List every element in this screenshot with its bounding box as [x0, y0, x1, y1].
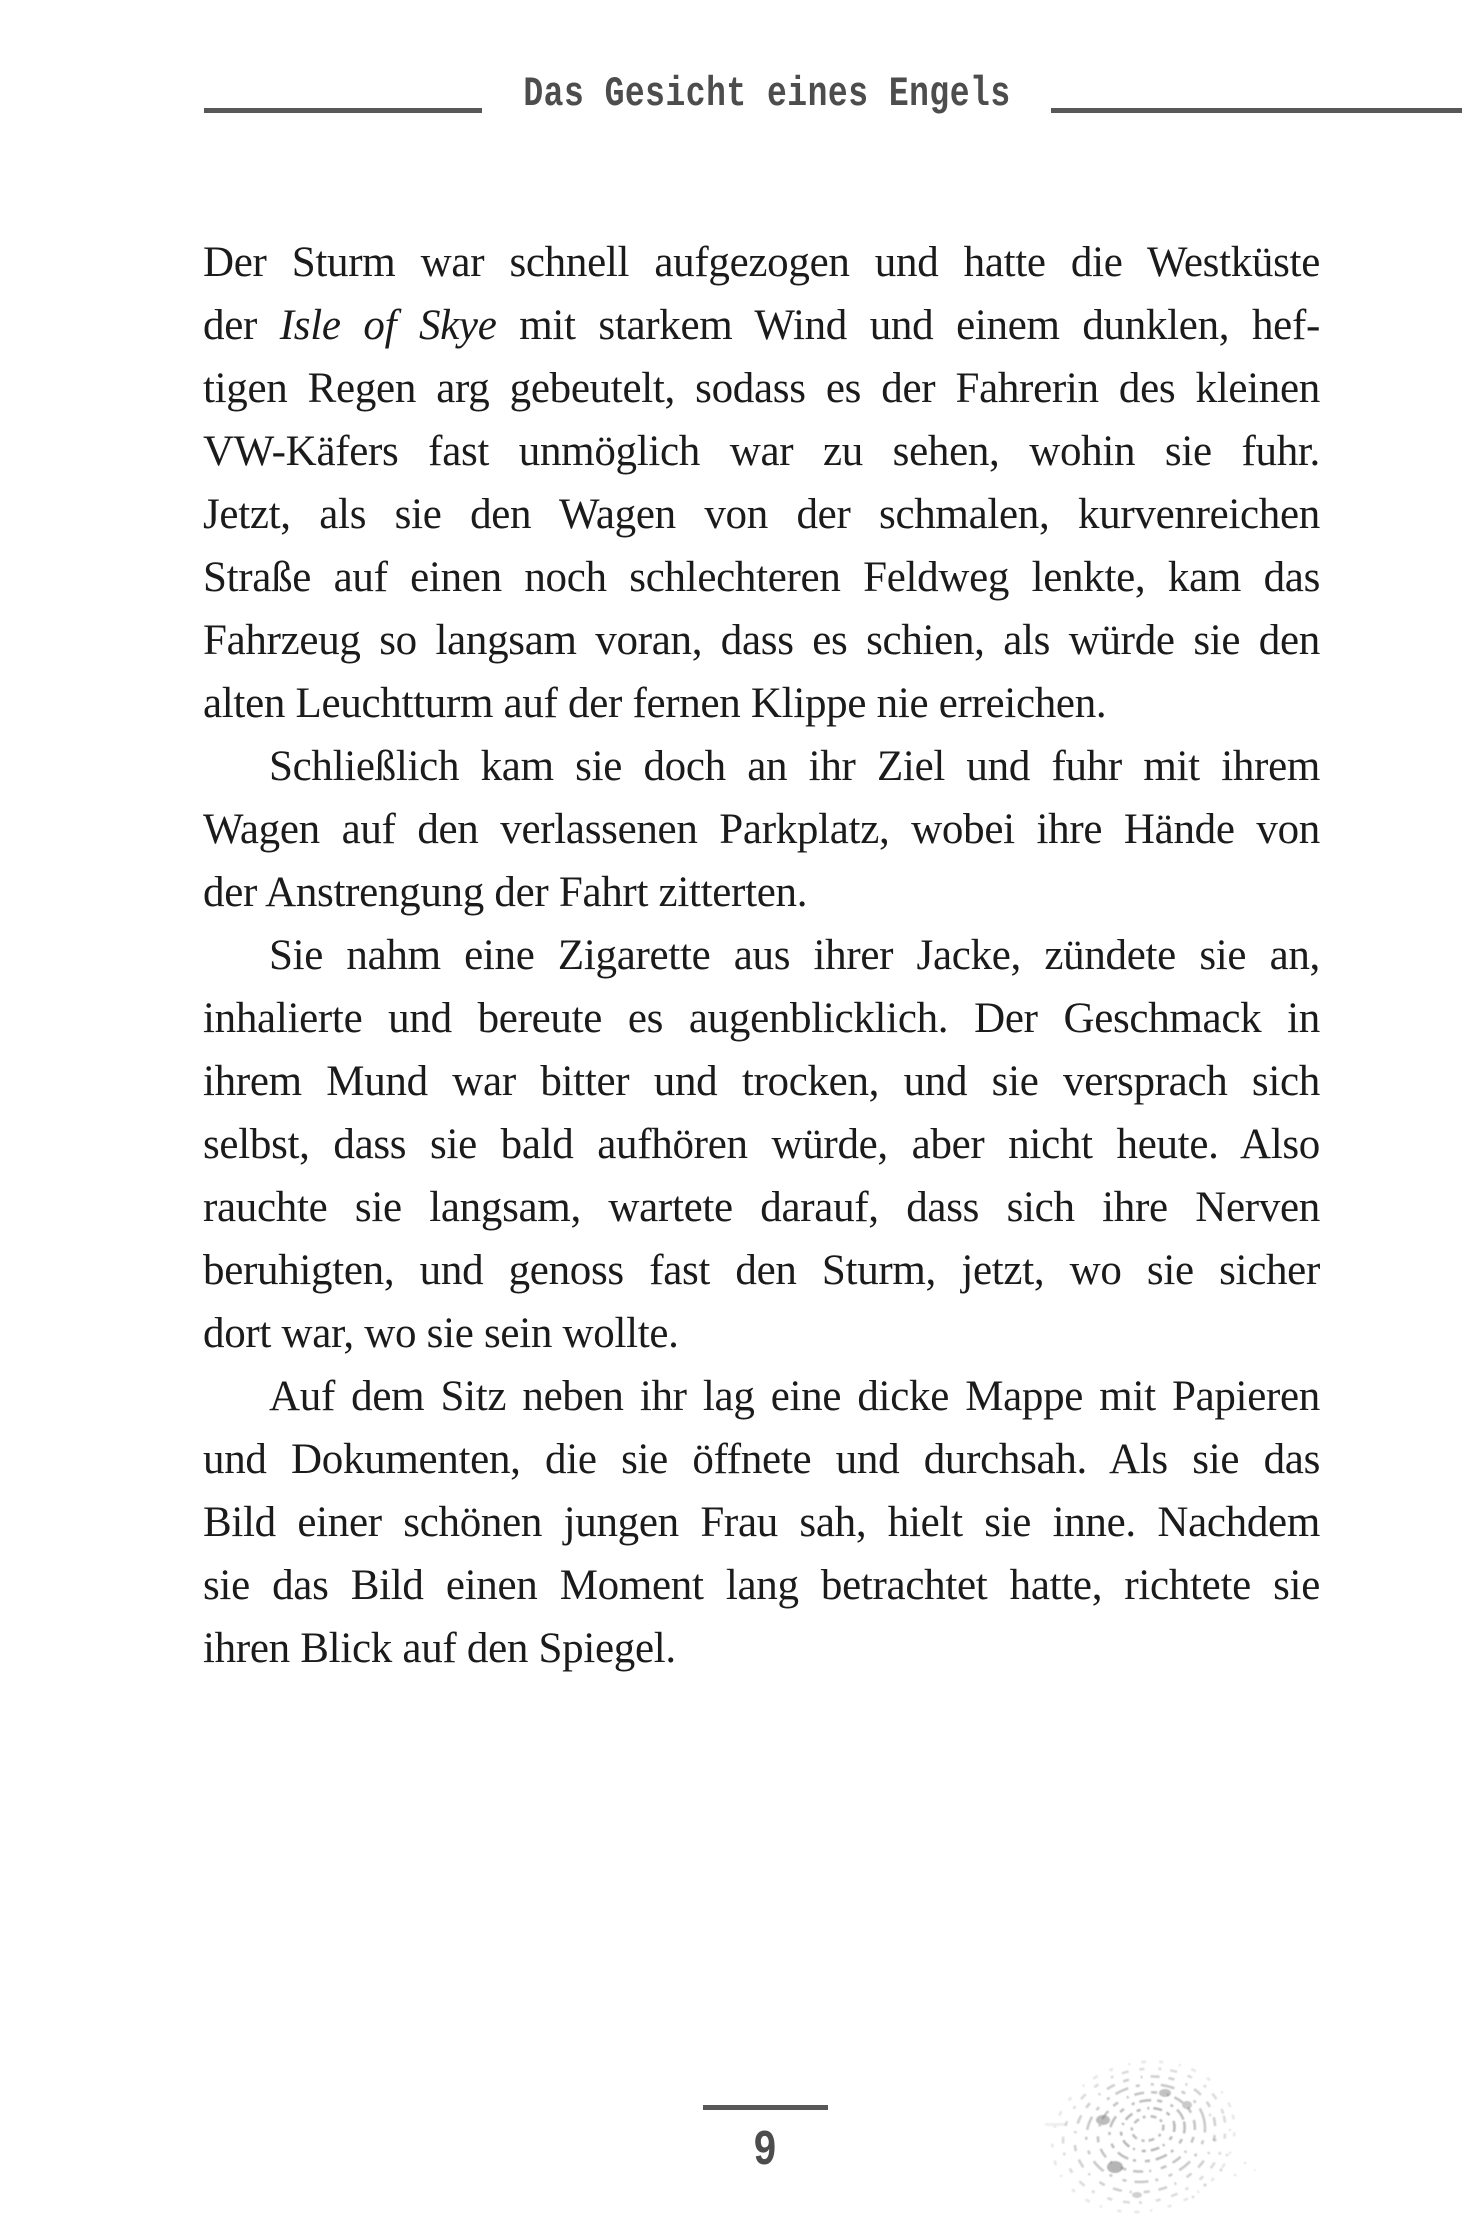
- text-line: beruhigten, und genoss fast den Sturm, jetzt, wo sie sicher: [203, 1247, 1320, 1294]
- body-text: [203, 231, 1320, 1680]
- text-line: tigen Regen arg gebeutelt, sodass es der Fahrerin des kleinen: [203, 365, 1320, 412]
- paragraph: [203, 924, 1320, 1365]
- text-line: Jetzt, als sie den Wagen von der schmalen, kurvenreichen: [203, 491, 1320, 538]
- text-line: Fahrzeug so langsam voran, dass es schien, als würde sie den: [203, 617, 1320, 664]
- paragraph: [203, 735, 1320, 924]
- text-line: [203, 294, 1320, 357]
- text-line: Schließlich kam sie doch an ihr Ziel und fuhr mit ihrem: [269, 743, 1320, 790]
- text-line: der Anstrengung der Fahrt zitterten.: [203, 869, 808, 916]
- header-rule-right: [1051, 108, 1462, 113]
- text-line: Der Sturm war schnell aufgezogen und hatte die Westküste: [203, 239, 1320, 286]
- paragraph: [203, 231, 1320, 735]
- text-line: VW-Käfers fast unmöglich war zu sehen, wohin sie fuhr.: [203, 428, 1320, 475]
- text-line: ihrem Mund war bitter und trocken, und sie versprach sich: [203, 1058, 1320, 1105]
- paragraph: [203, 1365, 1320, 1680]
- page-number: 9: [752, 2124, 777, 2181]
- text-line: Bild einer schönen jungen Frau sah, hielt sie inne. Nachdem: [203, 1499, 1320, 1546]
- text-line: alten Leuchtturm auf der fernen Klippe nie erreichen.: [203, 680, 1107, 727]
- text-line: Straße auf einen noch schlechteren Feldweg lenkte, kam das: [203, 554, 1320, 601]
- text-line: und Dokumenten, die sie öffnete und durchsah. Als sie das: [203, 1436, 1320, 1483]
- text-segment: der: [203, 302, 280, 349]
- text-line: Wagen auf den verlassenen Parkplatz, wobei ihre Hände von: [203, 806, 1320, 853]
- text-line: ihren Blick auf den Spiegel.: [203, 1625, 676, 1672]
- text-line: inhalierte und bereute es augenblicklich. Der Geschmack in: [203, 995, 1320, 1042]
- text-segment: mit starkem Wind und einem dunklen, hef-: [496, 302, 1320, 349]
- text-line: selbst, dass sie bald aufhören würde, aber nicht heute. Also: [203, 1121, 1320, 1168]
- fingerprint-graphic: [1045, 2045, 1285, 2225]
- text-line: dort war, wo sie sein wollte.: [203, 1310, 679, 1357]
- text-line: Sie nahm eine Zigarette aus ihrer Jacke, zündete sie an,: [269, 932, 1320, 979]
- text-line: sie das Bild einen Moment lang betrachtet hatte, richtete sie: [203, 1562, 1320, 1609]
- footer-rule: [703, 2105, 828, 2110]
- running-header-title: Das Gesicht eines Engels: [523, 71, 1011, 118]
- text-line: rauchte sie langsam, wartete darauf, dass sich ihre Nerven: [203, 1184, 1320, 1231]
- text-line: Auf dem Sitz neben ihr lag eine dicke Mappe mit Papieren: [269, 1373, 1320, 1420]
- text-segment-italic: Isle of Skye: [279, 302, 497, 349]
